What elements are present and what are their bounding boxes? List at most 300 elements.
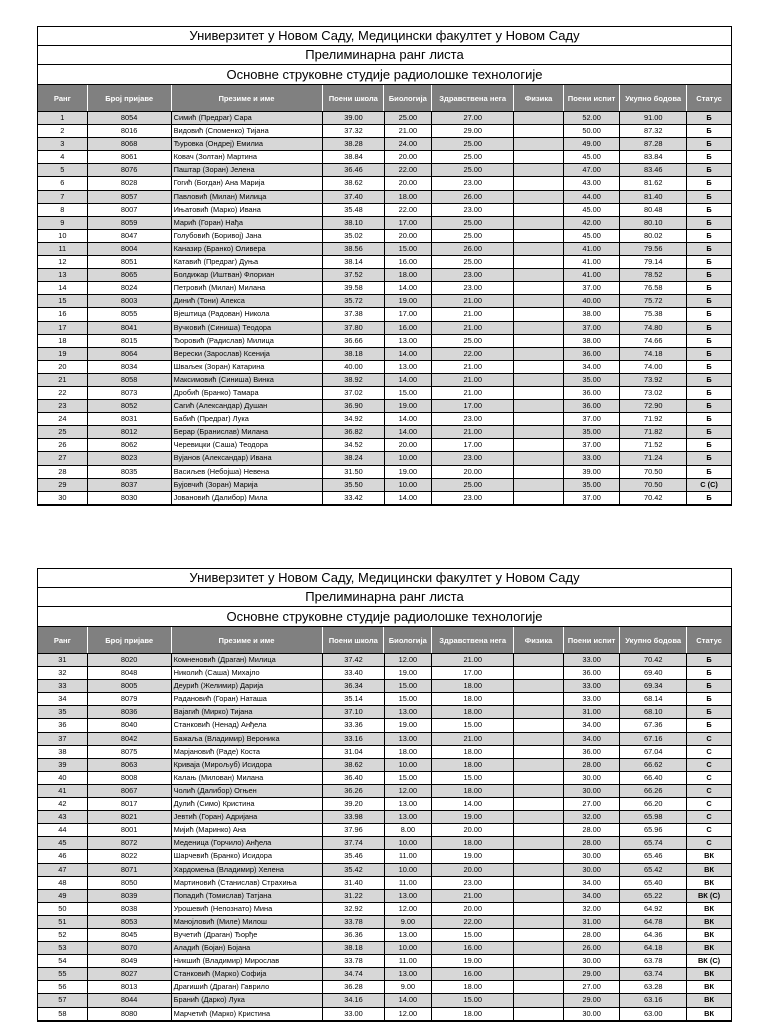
cell-application-number: 8005 [88, 680, 172, 692]
cell-exam-points: 38.00 [564, 308, 620, 320]
cell-biology: 13.00 [385, 706, 433, 718]
cell-physics [514, 785, 564, 797]
cell-school-points: 38.24 [323, 452, 384, 464]
cell-name: Черевицки (Саша) Теодора [172, 439, 324, 451]
cell-application-number: 8013 [88, 981, 172, 993]
table-row [38, 994, 731, 1007]
cell-total: 83.46 [620, 164, 687, 176]
cell-application-number: 8073 [88, 387, 172, 399]
cell-physics [514, 667, 564, 679]
cell-exam-points: 34.00 [564, 719, 620, 731]
cell-status: Б [706, 243, 712, 253]
cell-physics [514, 811, 564, 823]
table-row [38, 719, 731, 732]
cell-health-care: 18.00 [432, 759, 514, 771]
cell-status: ВК [704, 929, 714, 939]
cell-biology: 10.00 [385, 759, 433, 771]
cell-health-care: 21.00 [432, 654, 514, 666]
cell-physics [514, 177, 564, 189]
cell-rank: 21 [38, 374, 88, 386]
cell-total: 80.10 [620, 217, 687, 229]
cell-physics [514, 466, 564, 478]
cell-rank: 30 [38, 492, 88, 504]
cell-physics [514, 890, 564, 902]
cell-status: С [706, 812, 712, 822]
cell-status: ВК (С) [697, 956, 721, 966]
cell-exam-points: 36.00 [564, 387, 620, 399]
cell-exam-points: 29.00 [564, 968, 620, 980]
cell-health-care: 22.00 [432, 916, 514, 928]
cell-total: 64.36 [620, 929, 687, 941]
cell-name: Јевтић (Горан) Адријана [172, 811, 324, 823]
cell-application-number: 8051 [88, 256, 172, 268]
cell-health-care: 18.00 [432, 785, 514, 797]
cell-name: Видовић (Споменко) Тијана [172, 125, 324, 137]
col-application-number: Број пријаве [88, 627, 172, 653]
cell-physics [514, 217, 564, 229]
cell-school-points: 32.92 [323, 903, 384, 915]
cell-application-number: 8044 [88, 994, 172, 1006]
cell-school-points: 31.50 [323, 466, 384, 478]
col-health-care: Здравствена нега [432, 85, 514, 111]
table-row [38, 138, 731, 151]
cell-name: Симић (Предраг) Сара [172, 112, 324, 124]
cell-total: 74.66 [620, 335, 687, 347]
cell-school-points: 31.40 [323, 877, 384, 889]
cell-school-points: 36.82 [323, 426, 384, 438]
cell-rank: 35 [38, 706, 88, 718]
col-physics: Физика [514, 85, 564, 111]
cell-biology: 22.00 [385, 204, 433, 216]
cell-application-number: 8034 [88, 361, 172, 373]
cell-name: Аладић (Бојан) Бојана [172, 942, 324, 954]
cell-status: Б [706, 230, 712, 240]
cell-total: 70.42 [620, 654, 687, 666]
cell-health-care: 16.00 [432, 968, 514, 980]
cell-health-care: 23.00 [432, 492, 514, 504]
cell-school-points: 39.00 [323, 112, 384, 124]
cell-name: Марчетић (Марко) Кристина [172, 1008, 324, 1020]
cell-health-care: 21.00 [432, 733, 514, 745]
cell-total: 65.96 [620, 824, 687, 836]
cell-exam-points: 31.00 [564, 706, 620, 718]
col-name: Презиме и име [172, 85, 324, 111]
cell-school-points: 38.28 [323, 138, 384, 150]
cell-total: 65.46 [620, 850, 687, 862]
cell-rank: 16 [38, 308, 88, 320]
table-row [38, 295, 731, 308]
cell-application-number: 8001 [88, 824, 172, 836]
cell-status: С [706, 838, 712, 848]
cell-biology: 13.00 [385, 968, 433, 980]
cell-application-number: 8023 [88, 452, 172, 464]
cell-rank: 45 [38, 837, 88, 849]
cell-total: 70.50 [620, 479, 687, 491]
cell-application-number: 8065 [88, 269, 172, 281]
cell-status: ВК [704, 995, 714, 1005]
table-row [38, 256, 731, 269]
cell-rank: 52 [38, 929, 88, 941]
cell-health-care: 21.00 [432, 890, 514, 902]
cell-physics [514, 374, 564, 386]
cell-name: Ковач (Золтан) Мартина [172, 151, 324, 163]
table-row [38, 479, 731, 492]
col-total: Укупно бодова [620, 627, 687, 653]
table-row [38, 785, 731, 798]
cell-physics [514, 125, 564, 137]
cell-exam-points: 42.00 [564, 217, 620, 229]
cell-physics [514, 282, 564, 294]
cell-total: 67.04 [620, 746, 687, 758]
cell-school-points: 36.66 [323, 335, 384, 347]
cell-biology: 9.00 [385, 981, 433, 993]
cell-school-points: 39.58 [323, 282, 384, 294]
cell-biology: 16.00 [385, 256, 433, 268]
cell-name: Бажаља (Владимир) Вероника [172, 733, 324, 745]
cell-exam-points: 43.00 [564, 177, 620, 189]
cell-name: Голубовић (Боривој) Јана [172, 230, 324, 242]
cell-total: 70.42 [620, 492, 687, 504]
cell-name: Катавић (Предраг) Дуња [172, 256, 324, 268]
cell-application-number: 8003 [88, 295, 172, 307]
cell-name: Берар (Бранислав) Милана [172, 426, 324, 438]
cell-physics [514, 426, 564, 438]
cell-school-points: 35.72 [323, 295, 384, 307]
cell-name: Вујанов (Александар) Ивана [172, 452, 324, 464]
cell-health-care: 21.00 [432, 322, 514, 334]
cell-status: Б [706, 492, 712, 502]
cell-rank: 26 [38, 439, 88, 451]
cell-physics [514, 151, 564, 163]
cell-biology: 19.00 [385, 466, 433, 478]
cell-biology: 10.00 [385, 837, 433, 849]
cell-application-number: 8031 [88, 413, 172, 425]
cell-name: Попадић (Томислав) Татјана [172, 890, 324, 902]
cell-biology: 14.00 [385, 282, 433, 294]
cell-health-care: 21.00 [432, 387, 514, 399]
cell-total: 80.48 [620, 204, 687, 216]
cell-application-number: 8049 [88, 955, 172, 967]
cell-application-number: 8067 [88, 785, 172, 797]
cell-school-points: 39.20 [323, 798, 384, 810]
cell-biology: 24.00 [385, 138, 433, 150]
cell-application-number: 8058 [88, 374, 172, 386]
cell-health-care: 25.00 [432, 256, 514, 268]
cell-status: Б [706, 283, 712, 293]
cell-name: Петровић (Милан) Милана [172, 282, 324, 294]
cell-physics [514, 308, 564, 320]
cell-name: Ђуровка (Ондреј) Емилиа [172, 138, 324, 150]
cell-physics [514, 772, 564, 784]
cell-total: 66.26 [620, 785, 687, 797]
cell-rank: 27 [38, 452, 88, 464]
cell-name: Станковић (Марко) Софија [172, 968, 324, 980]
cell-total: 64.18 [620, 942, 687, 954]
cell-exam-points: 29.00 [564, 994, 620, 1006]
cell-health-care: 21.00 [432, 295, 514, 307]
cell-application-number: 8028 [88, 177, 172, 189]
cell-name: Вјештица (Радован) Никола [172, 308, 324, 320]
cell-application-number: 8054 [88, 112, 172, 124]
cell-exam-points: 33.00 [564, 654, 620, 666]
cell-name: Чолић (Далибор) Огњен [172, 785, 324, 797]
cell-application-number: 8021 [88, 811, 172, 823]
cell-biology: 10.00 [385, 479, 433, 491]
cell-physics [514, 269, 564, 281]
cell-status: ВК [704, 1008, 714, 1018]
cell-exam-points: 38.00 [564, 335, 620, 347]
cell-biology: 13.00 [385, 335, 433, 347]
cell-rank: 57 [38, 994, 88, 1006]
cell-total: 68.10 [620, 706, 687, 718]
cell-status: Б [706, 668, 712, 678]
cell-application-number: 8041 [88, 322, 172, 334]
university-title: Универзитет у Новом Саду, Медицински факултет у Новом Саду [38, 27, 731, 46]
cell-school-points: 38.18 [323, 942, 384, 954]
cell-name: Дулић (Симо) Кристина [172, 798, 324, 810]
cell-health-care: 23.00 [432, 204, 514, 216]
table-row [38, 864, 731, 877]
cell-application-number: 8027 [88, 968, 172, 980]
ranking-table-page-1 [37, 26, 732, 506]
cell-school-points: 33.40 [323, 667, 384, 679]
cell-exam-points: 34.00 [564, 890, 620, 902]
table-row [38, 177, 731, 190]
cell-exam-points: 49.00 [564, 138, 620, 150]
cell-health-care: 18.00 [432, 680, 514, 692]
cell-biology: 14.00 [385, 413, 433, 425]
cell-application-number: 8024 [88, 282, 172, 294]
cell-status: Б [706, 427, 712, 437]
cell-rank: 43 [38, 811, 88, 823]
col-biology: Биологија [384, 85, 432, 111]
cell-rank: 11 [38, 243, 88, 255]
cell-name: Каназир (Бранко) Оливера [172, 243, 324, 255]
table-row [38, 452, 731, 465]
cell-name: Драгишић (Драган) Гаврило [172, 981, 324, 993]
cell-name: Комненовић (Драган) Милица [172, 654, 324, 666]
cell-application-number: 8042 [88, 733, 172, 745]
cell-status: Б [706, 178, 712, 188]
cell-status: Б [706, 655, 712, 664]
table-row [38, 798, 731, 811]
table-row [38, 680, 731, 693]
cell-exam-points: 47.00 [564, 164, 620, 176]
cell-application-number: 8063 [88, 759, 172, 771]
table-row [38, 903, 731, 916]
cell-total: 66.40 [620, 772, 687, 784]
cell-application-number: 8076 [88, 164, 172, 176]
cell-application-number: 8020 [88, 654, 172, 666]
cell-rank: 42 [38, 798, 88, 810]
cell-biology: 13.00 [385, 929, 433, 941]
cell-total: 64.78 [620, 916, 687, 928]
cell-school-points: 37.38 [323, 308, 384, 320]
table-row [38, 308, 731, 321]
cell-rank: 8 [38, 204, 88, 216]
cell-biology: 20.00 [385, 439, 433, 451]
table-row [38, 772, 731, 785]
cell-health-care: 17.00 [432, 667, 514, 679]
cell-health-care: 15.00 [432, 929, 514, 941]
table-row [38, 400, 731, 413]
cell-status: С (С) [700, 479, 718, 489]
cell-rank: 28 [38, 466, 88, 478]
cell-biology: 8.00 [385, 824, 433, 836]
cell-rank: 7 [38, 191, 88, 203]
cell-health-care: 18.00 [432, 1008, 514, 1020]
cell-physics [514, 492, 564, 504]
cell-status: Б [706, 204, 712, 214]
cell-name: Шваљек (Зоран) Катарина [172, 361, 324, 373]
cell-status: Б [706, 257, 712, 267]
cell-physics [514, 968, 564, 980]
cell-status: ВК [704, 982, 714, 992]
cell-application-number: 8004 [88, 243, 172, 255]
cell-biology: 17.00 [385, 217, 433, 229]
cell-application-number: 8047 [88, 230, 172, 242]
cell-physics [514, 759, 564, 771]
cell-rank: 54 [38, 955, 88, 967]
cell-biology: 12.00 [385, 903, 433, 915]
table-row [38, 426, 731, 439]
cell-biology: 16.00 [385, 322, 433, 334]
cell-biology: 10.00 [385, 452, 433, 464]
cell-name: Николић (Саша) Михајло [172, 667, 324, 679]
table-row [38, 667, 731, 680]
cell-status: С [706, 785, 712, 795]
cell-total: 71.82 [620, 426, 687, 438]
table-row [38, 811, 731, 824]
cell-application-number: 8015 [88, 335, 172, 347]
cell-exam-points: 41.00 [564, 269, 620, 281]
cell-application-number: 8075 [88, 746, 172, 758]
cell-name: Васиљев (Небојша) Невена [172, 466, 324, 478]
program-title: Основне струковне студије радиолошке технологије [38, 607, 731, 627]
cell-school-points: 36.26 [323, 785, 384, 797]
cell-rank: 44 [38, 824, 88, 836]
cell-exam-points: 37.00 [564, 492, 620, 504]
cell-physics [514, 138, 564, 150]
cell-biology: 15.00 [385, 693, 433, 705]
table-row [38, 243, 731, 256]
cell-exam-points: 27.00 [564, 798, 620, 810]
cell-exam-points: 36.00 [564, 746, 620, 758]
cell-health-care: 25.00 [432, 335, 514, 347]
cell-status: Б [706, 191, 712, 201]
cell-status: Б [706, 165, 712, 175]
table-row [38, 837, 731, 850]
cell-physics [514, 322, 564, 334]
table-row [38, 929, 731, 942]
cell-total: 79.56 [620, 243, 687, 255]
cell-status: Б [706, 374, 712, 384]
cell-physics [514, 1008, 564, 1020]
cell-biology: 11.00 [385, 850, 433, 862]
cell-name: Павловић (Милан) Милица [172, 191, 324, 203]
cell-school-points: 38.18 [323, 348, 384, 360]
cell-exam-points: 30.00 [564, 785, 620, 797]
cell-exam-points: 44.00 [564, 191, 620, 203]
cell-rank: 23 [38, 400, 88, 412]
cell-rank: 47 [38, 864, 88, 876]
cell-health-care: 22.00 [432, 348, 514, 360]
cell-biology: 9.00 [385, 916, 433, 928]
cell-biology: 14.00 [385, 374, 433, 386]
cell-name: Бабић (Предраг) Лука [172, 413, 324, 425]
cell-application-number: 8008 [88, 772, 172, 784]
cell-status: Б [706, 694, 712, 704]
table-row [38, 916, 731, 929]
cell-health-care: 29.00 [432, 125, 514, 137]
cell-rank: 58 [38, 1008, 88, 1020]
table-row [38, 204, 731, 217]
cell-school-points: 37.80 [323, 322, 384, 334]
cell-physics [514, 693, 564, 705]
cell-health-care: 26.00 [432, 243, 514, 255]
table-row [38, 1008, 731, 1021]
cell-total: 63.74 [620, 968, 687, 980]
cell-health-care: 18.00 [432, 981, 514, 993]
cell-exam-points: 36.00 [564, 400, 620, 412]
cell-health-care: 15.00 [432, 719, 514, 731]
cell-name: Динић (Тони) Алекса [172, 295, 324, 307]
cell-physics [514, 256, 564, 268]
cell-physics [514, 837, 564, 849]
cell-status: Б [706, 440, 712, 450]
cell-total: 66.62 [620, 759, 687, 771]
cell-status: Б [706, 217, 712, 227]
cell-total: 63.00 [620, 1008, 687, 1020]
cell-school-points: 38.10 [323, 217, 384, 229]
cell-name: Сагић (Александар) Душан [172, 400, 324, 412]
cell-rank: 49 [38, 890, 88, 902]
cell-school-points: 36.36 [323, 929, 384, 941]
cell-exam-points: 28.00 [564, 759, 620, 771]
table-body [38, 112, 731, 505]
cell-rank: 33 [38, 680, 88, 692]
cell-rank: 20 [38, 361, 88, 373]
table-row [38, 955, 731, 968]
table-row [38, 361, 731, 374]
cell-physics [514, 654, 564, 666]
cell-physics [514, 439, 564, 451]
cell-rank: 17 [38, 322, 88, 334]
col-total: Укупно бодова [620, 85, 687, 111]
table-row [38, 890, 731, 903]
cell-name: Вајагић (Мирко) Тијана [172, 706, 324, 718]
cell-physics [514, 191, 564, 203]
cell-exam-points: 26.00 [564, 942, 620, 954]
cell-rank: 34 [38, 693, 88, 705]
cell-total: 73.02 [620, 387, 687, 399]
table-row [38, 439, 731, 452]
cell-total: 87.28 [620, 138, 687, 150]
cell-rank: 48 [38, 877, 88, 889]
cell-total: 74.00 [620, 361, 687, 373]
cell-physics [514, 479, 564, 491]
cell-health-care: 20.00 [432, 824, 514, 836]
cell-total: 76.58 [620, 282, 687, 294]
cell-exam-points: 50.00 [564, 125, 620, 137]
cell-application-number: 8037 [88, 479, 172, 491]
cell-status: Б [706, 348, 712, 358]
col-rank: Ранг [38, 627, 88, 653]
cell-school-points: 36.46 [323, 164, 384, 176]
cell-health-care: 25.00 [432, 217, 514, 229]
cell-total: 65.42 [620, 864, 687, 876]
cell-physics [514, 746, 564, 758]
